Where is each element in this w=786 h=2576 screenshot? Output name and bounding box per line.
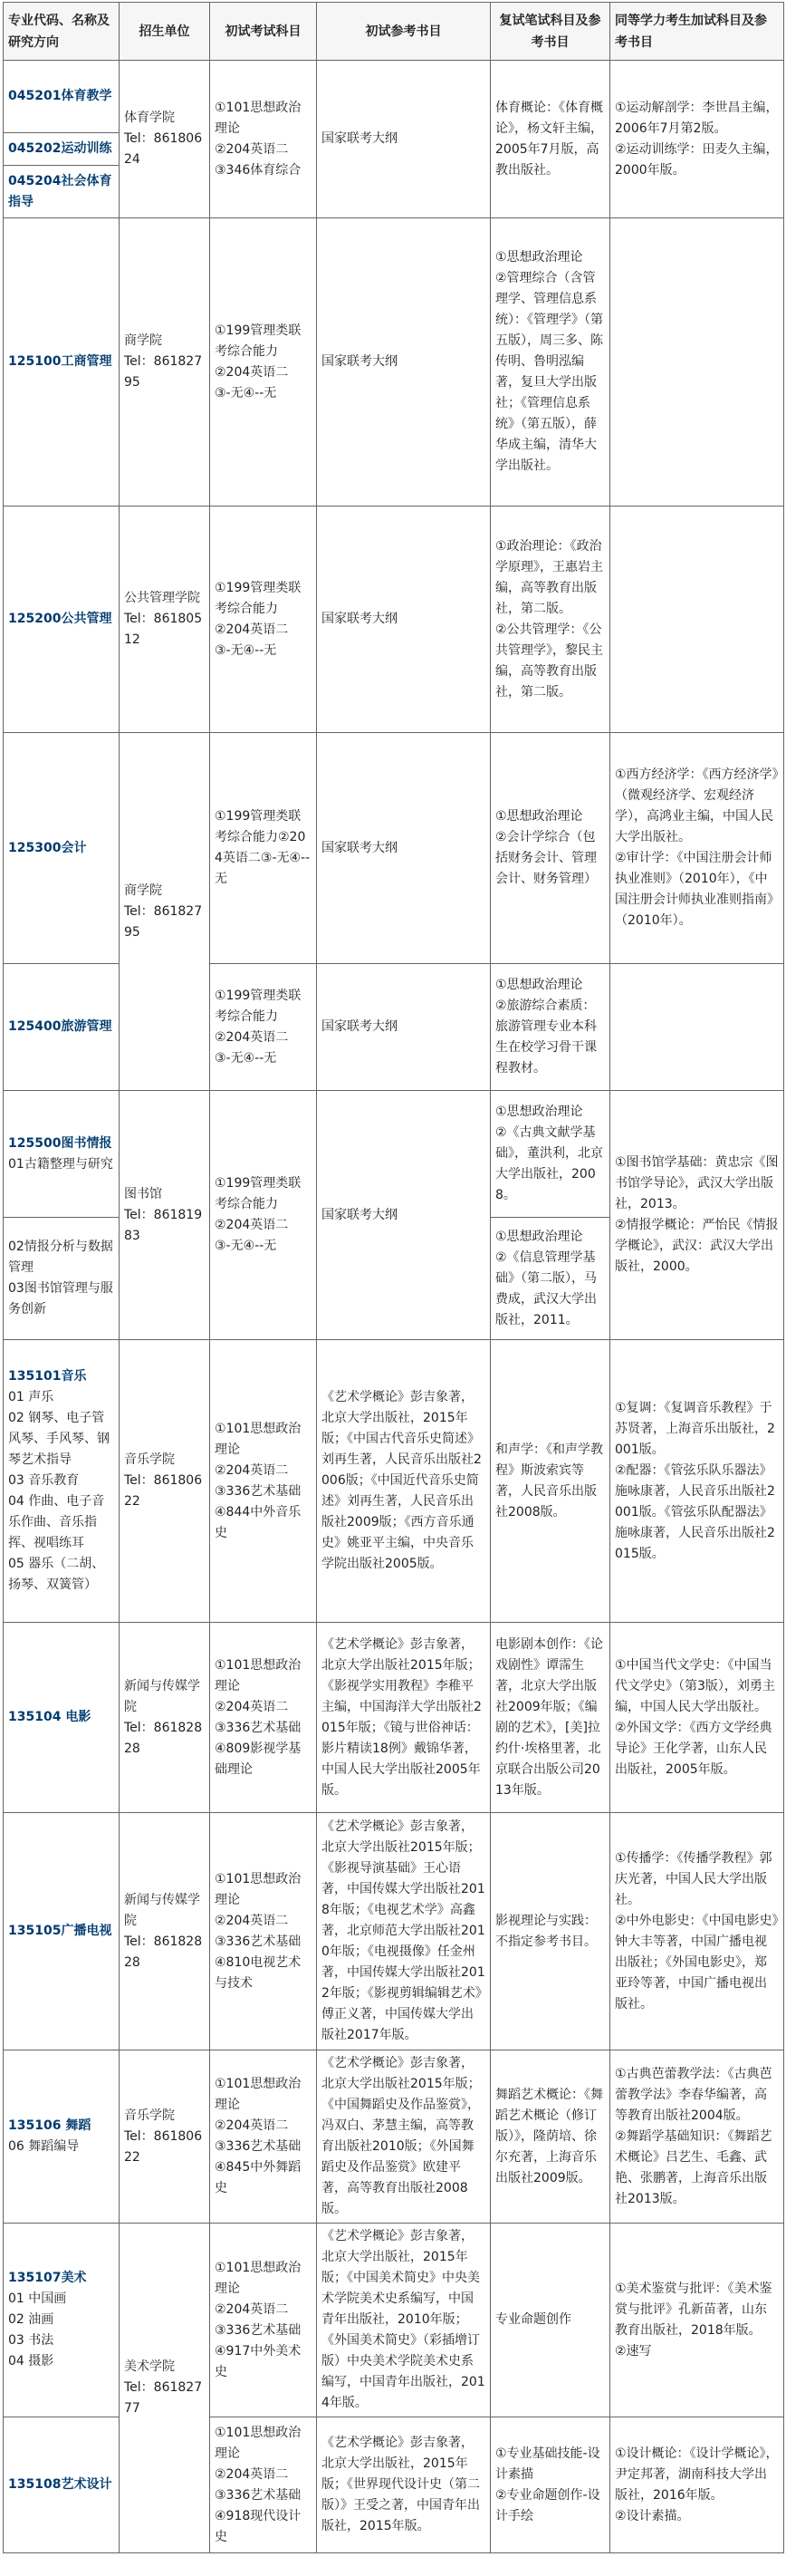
- equiv-item: ②情报学概论：严怡民《情报学概论》，武汉：武汉大学出版社，2000。: [615, 1218, 779, 1274]
- prelim-subject: ③336艺术基础: [215, 2139, 302, 2154]
- prelim-cell: [210, 1340, 317, 1623]
- prelim-subject: ④845中外舞蹈史: [215, 2160, 302, 2195]
- prelim-subject: ②204英语二: [215, 1913, 289, 1928]
- header-row: [4, 3, 784, 61]
- unit-cell: [120, 61, 210, 218]
- direction-item: 02 钢琴、电子管风琴、手风琴、钢琴艺术指导: [8, 1411, 110, 1467]
- prelim-books-cell: 国家联考大纲: [317, 507, 491, 733]
- direction-item: 05 器乐（二胡、扬琴、双簧管）: [8, 1557, 105, 1592]
- equiv-cell: [610, 61, 784, 218]
- direction-item: 01 声乐: [8, 1390, 54, 1404]
- header-retest: 复试笔试科目及参考书目: [491, 3, 610, 61]
- unit-name: 新闻与传媒学院: [124, 1892, 200, 1928]
- retest-cell: 体育概论：《体育概论》，杨文轩主编，2005年7月版，高教出版社。: [491, 61, 610, 218]
- prelim-subject: ①199管理类联考综合能力: [215, 323, 302, 359]
- prelim-subject: ③-无④--无: [215, 1050, 277, 1066]
- table-row: [4, 733, 784, 964]
- retest-cell: [491, 507, 610, 733]
- major-cell: [4, 733, 120, 964]
- prelim-books-cell: 国家联考大纲: [317, 218, 491, 507]
- equiv-cell: [610, 2417, 784, 2553]
- prelim-subject: ②204英语二: [215, 141, 289, 157]
- prelim-subject: ③336艺术基础: [215, 2487, 302, 2503]
- major-cell: [4, 2224, 120, 2417]
- unit-tel: Tel：86181983: [124, 1207, 203, 1243]
- header-major: 专业代码、名称及研究方向: [4, 3, 120, 61]
- prelim-cell: [210, 507, 317, 733]
- unit-tel: Tel：86182777: [124, 2380, 203, 2416]
- retest-cell: 舞蹈艺术概论：《舞蹈艺术概论（修订版）》，隆荫培、徐尔充著，上海音乐出版社2009版。: [491, 2050, 610, 2224]
- prelim-books-cell: 国家联考大纲: [317, 1091, 491, 1340]
- unit-tel: Tel：86182828: [124, 1720, 203, 1756]
- unit-name: 新闻与传媒学院: [124, 1678, 200, 1714]
- direction-item: 02 油画: [8, 2312, 54, 2327]
- retest-item: ①思想政治理论: [495, 809, 583, 824]
- prelim-subject: ②204英语二: [215, 1029, 289, 1045]
- retest-item: ②公共管理学：《公共管理学》，黎民主编，高等教育出版社，第二版。: [495, 622, 603, 699]
- prelim-books-cell: 《艺术学概论》彭吉象著，北京大学出版社，2015年版；《中国古代音乐史简述》刘再生著，人民音乐出版社2006版；《中国近代音乐史简述》刘再生著，人民音乐出版社2009版；《西方音乐通史》姚亚平主编，中央音乐学院出版社2005版。: [317, 1340, 491, 1623]
- major-cell: [4, 218, 120, 507]
- equiv-item: ①古典芭蕾教学法：《古典芭蕾教学法》李春华编著，高等教育出版社2004版。: [615, 2066, 772, 2123]
- prelim-subject: ②204英语二: [215, 2118, 289, 2133]
- unit-tel: Tel：86182795: [124, 354, 203, 390]
- header-unit: 招生单位: [120, 3, 210, 61]
- direction-item: 03图书馆管理与服务创新: [8, 1281, 113, 1317]
- prelim-subject: ④810电视艺术与技术: [215, 1954, 302, 1991]
- retest-item: ①政治理论：《政治学原理》，王惠岩主编，高等教育出版社，第二版。: [495, 538, 603, 616]
- unit-name: 商学院: [124, 883, 162, 898]
- equiv-item: ①西方经济学：《西方经济学》（微观经济学、宏观经济学），高鸿业主编，中国人民大学出版社。: [615, 767, 779, 844]
- major-name: 045201体育教学: [8, 89, 112, 103]
- major-cell: [4, 1340, 120, 1623]
- retest-item: ①思想政治理论: [495, 250, 583, 265]
- prelim-subject: ①101思想政治理论: [215, 2425, 302, 2461]
- retest-item: ②会计学综合（包括财务会计、管理会计、财务管理）: [495, 830, 597, 886]
- major-cell: [4, 166, 120, 218]
- unit-name: 商学院: [124, 333, 162, 348]
- major-name: 045202运动训练: [8, 141, 112, 156]
- header-prelim-books: 初试参考书目: [317, 3, 491, 61]
- table-row: [4, 61, 784, 133]
- prelim-cell: [210, 1813, 317, 2050]
- prelim-books-cell: 国家联考大纲: [317, 733, 491, 964]
- prelim-subject: ②204英语二: [215, 364, 289, 380]
- retest-cell: 影视理论与实践：不指定参考书目。: [491, 1813, 610, 2050]
- retest-item: ②专业命题创作-设计手绘: [495, 2487, 600, 2523]
- major-name: 135104 电影: [8, 1710, 91, 1724]
- prelim-subject: ②204英语二: [215, 1462, 289, 1478]
- retest-item: ②《古典文献学基础》，董洪利，北京大学出版社，2008。: [495, 1125, 603, 1202]
- major-name: 125100工商管理: [8, 354, 112, 369]
- equiv-cell: [610, 1813, 784, 2050]
- prelim-cell: [210, 2417, 317, 2553]
- equiv-item: ②配器：《管弦乐队乐器法》施咏康著，人民音乐出版社2001版。《管弦乐队配器法》施咏康著，人民音乐出版社2015版。: [615, 1462, 775, 1561]
- major-cell: [4, 964, 120, 1091]
- equiv-item: ①运动解剖学：李世昌主编，2006年7月第2版。: [615, 100, 779, 136]
- equiv-cell: [610, 733, 784, 964]
- retest-item: ②管理综合（含管理学、管理信息系统）：《管理学》（第五版），周三多、陈传明、鲁明泓编著，复旦大学出版社；《管理信息系统》（第五版），薛华成主编，清华大学出版社。: [495, 271, 603, 473]
- unit-tel: Tel：86180622: [124, 1473, 203, 1509]
- direction-item: 06 舞蹈编导: [8, 2139, 80, 2154]
- direction-item: 04 摄影: [8, 2354, 54, 2369]
- prelim-subject: ③-无④--无: [215, 642, 277, 658]
- prelim-subject: ①101思想政治理论: [215, 1871, 302, 1907]
- equiv-item: ②运动训练学：田麦久主编，2000年版。: [615, 141, 779, 178]
- table-row: [4, 1813, 784, 2050]
- equiv-item: ①中国当代文学史：《中国当代文学史》（第3版），刘勇主编，中国人民大学出版社。: [615, 1657, 775, 1714]
- table-row: [4, 1091, 784, 1218]
- unit-tel: Tel：86180512: [124, 612, 203, 647]
- major-cell: [4, 2417, 120, 2553]
- prelim-subject: ④844中外音乐史: [215, 1504, 302, 1540]
- prelim-subject: ①101思想政治理论: [215, 1421, 302, 1457]
- direction-item: 03 音乐教育: [8, 1473, 80, 1488]
- unit-name: 公共管理学院: [124, 591, 200, 605]
- unit-tel: Tel：86180622: [124, 2128, 203, 2165]
- equiv-item: ②舞蹈学基础知识：《舞蹈艺术概论》吕艺生、毛鑫、武艳、张鹏著，上海音乐出版社2013版。: [615, 2128, 772, 2206]
- major-cell: [4, 133, 120, 166]
- unit-name: 体育学院: [124, 111, 175, 125]
- major-cell: [4, 1218, 120, 1340]
- prelim-books-cell: 《艺术学概论》彭吉象著，北京大学出版社2015年版；《影视导演基础》王心语著，中国传媒大学出版社2018年版；《电视艺术学》高鑫著，北京师范大学出版社2010年版；《电视摄像》任金州著，中国传媒大学出版社2012年版；《影视剪辑编辑艺术》傅正义著，中国传媒大学出版社2017年版。: [317, 1813, 491, 2050]
- prelim-cell: [210, 2224, 317, 2417]
- retest-item: ①思想政治理论: [495, 978, 583, 992]
- unit-name: 图书馆: [124, 1186, 162, 1201]
- retest-cell: [491, 2417, 610, 2553]
- equiv-item: ②设计素描。: [615, 2508, 690, 2523]
- prelim-cell: [210, 218, 317, 507]
- unit-cell: [120, 2050, 210, 2224]
- retest-cell: [491, 218, 610, 507]
- major-cell: [4, 61, 120, 133]
- prelim-subject: ②204英语二: [215, 622, 289, 637]
- prelim-subject: ③336艺术基础: [215, 2322, 302, 2338]
- major-name: 135105广播电视: [8, 1924, 112, 1938]
- major-name: 125500图书情报: [8, 1135, 112, 1151]
- unit-cell: [120, 1340, 210, 1623]
- equiv-item: ②外国文学：《西方文学经典导论》王化学著，山东人民出版社，2005年版。: [615, 1720, 772, 1777]
- equiv-cell: [610, 1091, 784, 1340]
- retest-cell: [491, 1218, 610, 1340]
- retest-item: ①专业基础技能-设计素描: [495, 2446, 600, 2482]
- prelim-subject: ①199管理类联考综合能力: [215, 580, 302, 616]
- unit-tel: Tel：86182795: [124, 903, 203, 940]
- retest-cell: [491, 733, 610, 964]
- major-cell: [4, 1091, 120, 1218]
- equiv-item: ①图书馆学基础：黄忠宗《图书馆学导论》，武汉大学出版社，2013。: [615, 1155, 779, 1211]
- prelim-subject: ②204英语二: [215, 2466, 289, 2482]
- table-row: [4, 1340, 784, 1623]
- retest-cell: [491, 1091, 610, 1218]
- page: [0, 2, 786, 2576]
- retest-cell: [491, 964, 610, 1091]
- unit-tel: Tel：86182828: [124, 1934, 203, 1970]
- equiv-item: ①设计概论：《设计学概论》，尹定邦著，湖南科技大学出版社，2016年版。: [615, 2446, 779, 2503]
- equiv-cell: [610, 2224, 784, 2417]
- equiv-cell: [610, 507, 784, 733]
- prelim-subject: ①199管理类联考综合能力: [215, 988, 302, 1024]
- header-equiv: 同等学力考生加试科目及参考书目: [610, 3, 784, 61]
- prelim-subject: ④918现代设计史: [215, 2508, 302, 2544]
- retest-item: ②旅游综合素质：旅游管理专业本科生在校学习骨干课程教材。: [495, 999, 597, 1076]
- prelim-subject: ②204英语二: [215, 1218, 289, 1232]
- retest-item: ①思想政治理论: [495, 1105, 583, 1119]
- prelim-subject: ①101思想政治理论: [215, 1657, 302, 1693]
- direction-item: 01 中国画: [8, 2291, 67, 2306]
- prelim-subject: ③336艺术基础: [215, 1720, 302, 1735]
- equiv-cell: [610, 1623, 784, 1813]
- prelim-books-cell: 国家联考大纲: [317, 964, 491, 1091]
- prelim-cell: [210, 1623, 317, 1813]
- table-row: [4, 218, 784, 507]
- prelim-subject: ③336艺术基础: [215, 1934, 302, 1949]
- unit-cell: [120, 733, 210, 1091]
- direction-item: 02情报分析与数据管理: [8, 1240, 113, 1275]
- major-cell: [4, 507, 120, 733]
- equiv-item: ①美术鉴赏与批评：《美术鉴赏与批评》孔新苗著，山东教育出版社，2018年版。: [615, 2281, 772, 2338]
- equiv-cell: [610, 2050, 784, 2224]
- unit-cell: [120, 218, 210, 507]
- prelim-subject: ①101思想政治理论: [215, 100, 302, 136]
- major-name: 045204社会体育指导: [8, 173, 112, 209]
- direction-item: 04 作曲、电子音乐作曲、音乐指挥、视唱练耳: [8, 1494, 105, 1550]
- unit-name: 美术学院: [124, 2359, 175, 2374]
- prelim-cell: [210, 964, 317, 1091]
- major-cell: [4, 1623, 120, 1813]
- equiv-cell: [610, 1340, 784, 1623]
- prelim-subject: ③346体育综合: [215, 162, 302, 178]
- prelim-subject: ③-无④--无: [215, 1239, 277, 1253]
- major-name: 125400旅游管理: [8, 1019, 112, 1034]
- prelim-subject: ③336艺术基础: [215, 1483, 302, 1499]
- major-cell: [4, 1813, 120, 2050]
- direction-item: 01古籍整理与研究: [8, 1156, 113, 1172]
- retest-cell: 专业命题创作: [491, 2224, 610, 2417]
- major-name: 135101音乐: [8, 1369, 87, 1384]
- unit-cell: [120, 2224, 210, 2553]
- prelim-subject: ①199管理类联考综合能力: [215, 1176, 302, 1211]
- unit-name: 音乐学院: [124, 1452, 175, 1467]
- prelim-subject: ①101思想政治理论: [215, 2077, 302, 2112]
- retest-cell: 和声学：《和声学教程》斯波索宾等著，人民音乐出版社2008版。: [491, 1340, 610, 1623]
- equiv-item: ②速写: [615, 2343, 652, 2359]
- major-name: 135106 舞蹈: [8, 2118, 91, 2133]
- prelim-books-cell: 《艺术学概论》彭吉象著，北京大学出版社，2015年版；《世界现代设计史（第二版）》王受之著，中国青年出版社，2015年版。: [317, 2417, 491, 2553]
- table-row: [4, 1623, 784, 1813]
- unit-cell: [120, 507, 210, 733]
- unit-tel: Tel：86180624: [124, 131, 203, 167]
- admissions-table: [3, 2, 784, 2553]
- equiv-cell: [610, 218, 784, 507]
- major-name: 135108艺术设计: [8, 2477, 112, 2492]
- prelim-books-cell: 《艺术学概论》彭吉象著，北京大学出版社2015年版；《中国舞蹈史及作品鉴赏》，冯双白、茅慧主编，高等教育出版社2010版；《外国舞蹈史及作品鉴赏》欧建平著，高等教育出版社2008版。: [317, 2050, 491, 2224]
- table-row: [4, 2050, 784, 2224]
- table-row: [4, 507, 784, 733]
- major-name: 125200公共管理: [8, 612, 112, 626]
- unit-cell: [120, 1091, 210, 1340]
- equiv-cell: [610, 964, 784, 1091]
- prelim-subject: ①199管理类联考综合能力②204英语二③-无④--无: [215, 809, 311, 886]
- prelim-books-cell: 《艺术学概论》彭吉象著，北京大学出版社，2015年版；《中国美术简史》中央美术学院美术史系编写，中国青年出版社，2010年版；《外国美术简史》（彩插增订版）中央美术学院美术史系编写，中国青年出版社，2014年版。: [317, 2224, 491, 2417]
- retest-item: ①思想政治理论: [495, 1229, 583, 1244]
- unit-name: 音乐学院: [124, 2108, 175, 2123]
- retest-item: ②《信息管理学基础》（第二版），马费成，武汉大学出版社，2011。: [495, 1249, 597, 1327]
- prelim-books-cell: 《艺术学概论》彭吉象著，北京大学出版社2015年版；《影视学实用教程》李稚平主编，中国海洋大学出版社2015年版；《镜与世俗神话：影片精读18例》戴锦华著，中国人民大学出版社2005年版。: [317, 1623, 491, 1813]
- prelim-subject: ①101思想政治理论: [215, 2260, 302, 2296]
- major-name: 125300会计: [8, 840, 87, 855]
- header-prelim: 初试考试科目: [210, 3, 317, 61]
- prelim-subject: ②204英语二: [215, 1699, 289, 1714]
- prelim-cell: [210, 733, 317, 964]
- retest-cell: 电影剧本创作：《论戏剧性》谭霈生著，北京大学出版社2009年版；《编剧的艺术》，[美]拉约什·埃格里著，北京联合出版公司2013年版。: [491, 1623, 610, 1813]
- table-row: [4, 2224, 784, 2417]
- equiv-item: ②中外电影史：《中国电影史》钟大丰等著，中国广播电视出版社；《外国电影史》，郑亚玲等著，中国广播电视出版社。: [615, 1913, 779, 2012]
- equiv-item: ②审计学：《中国注册会计师执业准则》（2010年），《中国注册会计师执业准则指南》（2010年）。: [615, 851, 773, 928]
- prelim-cell: [210, 2050, 317, 2224]
- equiv-item: ①复调：《复调音乐教程》于苏贤著，上海音乐出版社，2001版。: [615, 1400, 775, 1457]
- prelim-subject: ④809影视学基础理论: [215, 1741, 302, 1777]
- equiv-item: ①传播学：《传播学教程》郭庆光著，中国人民大学出版社。: [615, 1850, 772, 1907]
- major-cell: [4, 2050, 120, 2224]
- unit-cell: [120, 1813, 210, 2050]
- prelim-subject: ④917中外美术史: [215, 2343, 302, 2379]
- prelim-cell: [210, 1091, 317, 1340]
- direction-item: 03 书法: [8, 2333, 54, 2348]
- prelim-books-cell: 国家联考大纲: [317, 61, 491, 218]
- prelim-subject: ③-无④--无: [215, 385, 277, 400]
- unit-cell: [120, 1623, 210, 1813]
- major-name: 135107美术: [8, 2271, 87, 2285]
- prelim-cell: [210, 61, 317, 218]
- prelim-subject: ②204英语二: [215, 2301, 289, 2317]
